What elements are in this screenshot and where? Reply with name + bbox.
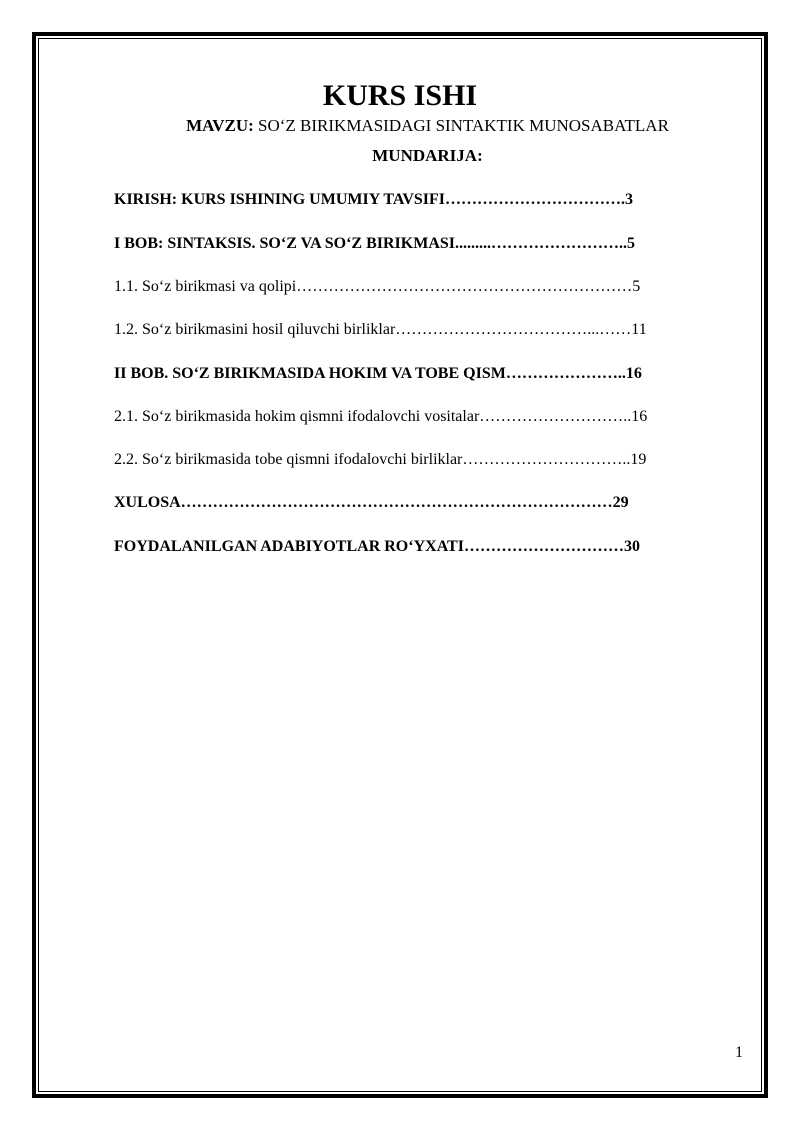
contents-heading: MUNDARIJA: <box>372 146 483 165</box>
topic-text: SO‘Z BIRIKMASIDAGI SINTAKTIK MUNOSABATLAR <box>253 116 669 135</box>
toc-entry-section-2-1: 2.1. So‘z birikmasida hokim qismni ifodalovchi vositalar………………………..16 <box>114 408 648 425</box>
page-number: 1 <box>735 1044 743 1061</box>
toc-entry-introduction: KIRISH: KURS ISHINING UMUMIY TAVSIFI…………………………….3 <box>114 191 634 208</box>
topic-line <box>0 116 800 136</box>
toc-entry-section-1-1: 1.1. So‘z birikmasi va qolipi………………………………………………………5 <box>114 278 641 295</box>
toc-entry-section-1-2: 1.2. So‘z birikmasini hosil qiluvchi birliklar………………………………...……11 <box>114 321 647 338</box>
toc-entry-section-2-2: 2.2. So‘z birikmasida tobe qismni ifodalovchi birliklar…………………………..19 <box>114 451 647 468</box>
toc-entry-chapter-1: I BOB: SINTAKSIS. SO‘Z VA SO‘Z BIRIKMASI.........……………………..5 <box>114 235 635 252</box>
document-title: KURS ISHI <box>322 79 478 112</box>
toc-entry-chapter-2: II BOB. SO‘Z BIRIKMASIDA HOKIM VA TOBE QISM…………………..16 <box>114 365 642 382</box>
toc-entry-conclusion: XULOSA………………………………………………………………………29 <box>114 494 629 511</box>
toc-entry-references: FOYDALANILGAN ADABIYOTLAR RO‘YXATI…………………………30 <box>114 538 640 555</box>
topic-label: MAVZU: <box>186 116 254 135</box>
